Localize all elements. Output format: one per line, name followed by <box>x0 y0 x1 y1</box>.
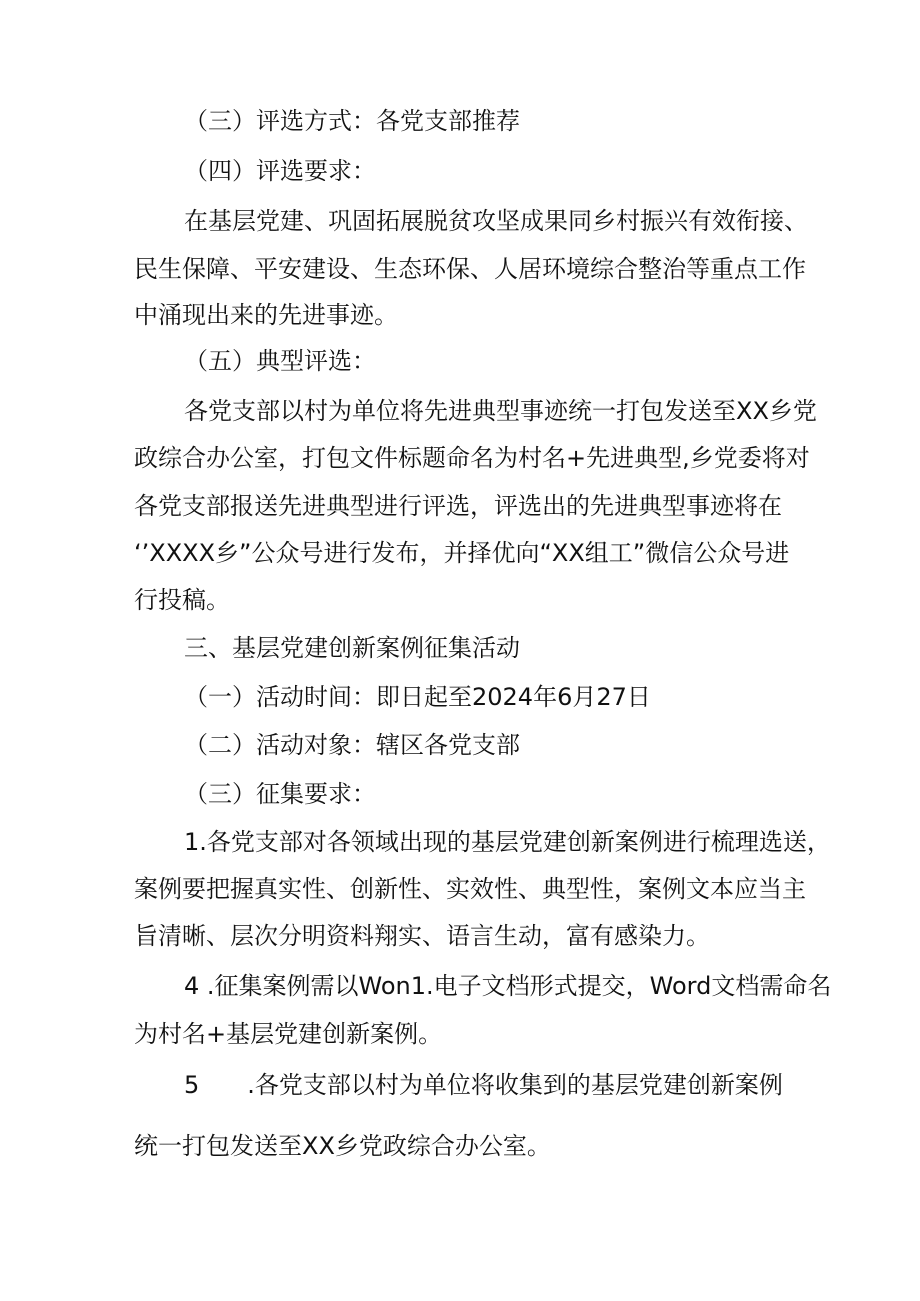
paragraph-line: 旨清晰、层次分明资料翔实、语言生动，富有感染力。 <box>134 922 710 950</box>
paragraph-line: 各党支部以村为单位将先进典型事迹统一打包发送至XX乡党 <box>184 397 817 425</box>
list-item-4: 4 .征集案例需以Won1.电子文档形式提交，Word文档需命名 <box>184 972 832 1000</box>
list-item-5: 5 .各党支部以村为单位将收集到的基层党建创新案例 <box>184 1071 783 1099</box>
paragraph-line: 行投稿。 <box>134 586 230 614</box>
paragraph-line: 在基层党建、巩固拓展脱贫攻坚成果同乡村振兴有效衔接、 <box>184 207 808 235</box>
paragraph-line: 政综合办公室，打包文件标题命名为村名+先进典型,乡党委将对 <box>134 444 810 472</box>
activity-time-line: （一）活动时间：即日起至2024年6月27日 <box>184 683 651 711</box>
section-heading-evaluation-method: （三）评选方式：各党支部推荐 <box>184 107 520 135</box>
section-heading-collection-requirements: （三）征集要求： <box>184 780 376 808</box>
paragraph-line: 为村名+基层党建创新案例。 <box>134 1020 443 1048</box>
paragraph-line: 统一打包发送至XX乡党政综合办公室。 <box>134 1132 551 1160</box>
list-item-1: 1.各党支部对各领域出现的基层党建创新案例进行梳理选送， <box>184 828 831 856</box>
paragraph-line: 各党支部报送先进典型进行评选，评选出的先进典型事迹将在 <box>134 492 782 520</box>
paragraph-line: 案例要把握真实性、创新性、实效性、典型性，案例文本应当主 <box>134 875 806 903</box>
paragraph-line: ‘’XXXX乡”公众号进行发布，并择优向“XX组工”微信公众号进 <box>134 539 790 567</box>
paragraph-line: 中涌现出来的先进事迹。 <box>134 301 398 329</box>
activity-target-line: （二）活动对象：辖区各党支部 <box>184 731 520 759</box>
section-title-innovation-cases: 三、基层党建创新案例征集活动 <box>184 634 520 662</box>
section-heading-typical-selection: （五）典型评选： <box>184 347 376 375</box>
paragraph-line: 民生保障、平安建设、生态环保、人居环境综合整治等重点工作 <box>134 255 806 283</box>
section-heading-evaluation-requirements: （四）评选要求： <box>184 157 376 185</box>
